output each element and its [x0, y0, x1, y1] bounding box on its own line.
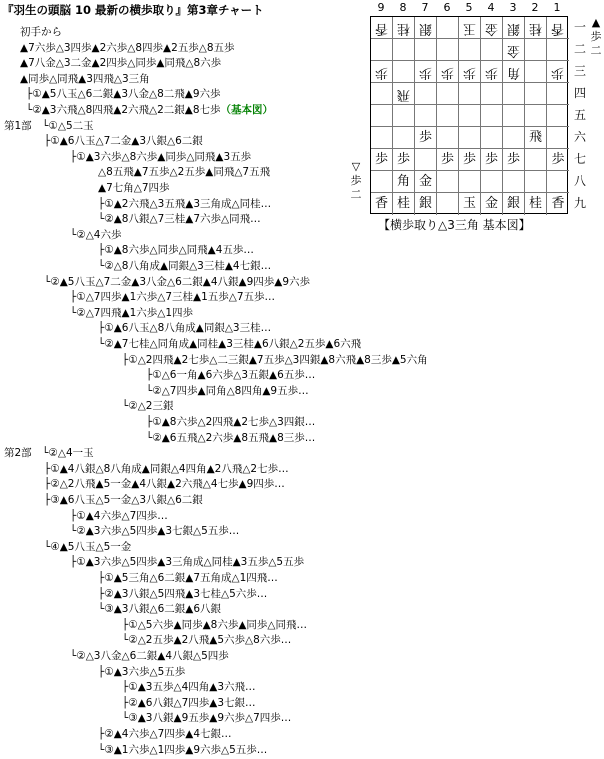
column-number: 5 — [465, 1, 473, 14]
column-number: 1 — [553, 1, 561, 14]
board-square — [437, 149, 459, 171]
board-square — [459, 171, 481, 193]
tree-line — [4, 445, 94, 462]
tree-line-text: └②▲3六飛△8四飛▲2六飛△2二銀▲8七歩 — [26, 104, 221, 116]
shogi-piece: 銀 — [418, 21, 432, 36]
board-square — [481, 39, 503, 61]
board-square — [415, 193, 437, 215]
board-square — [371, 127, 393, 149]
tree-line — [98, 258, 271, 275]
shogi-piece: 金 — [484, 21, 498, 36]
row-number: 五 — [573, 108, 586, 122]
board-square — [525, 193, 547, 215]
shogi-piece: 桂 — [396, 196, 410, 211]
tree-line-text: ├①▲3五歩△4四角▲3六飛… — [122, 681, 256, 694]
board-square — [503, 193, 525, 215]
tree-line — [122, 679, 256, 696]
tree-line-text: └②△7四飛▲1六歩△1四歩 — [70, 306, 194, 319]
tree-line — [20, 24, 62, 41]
tree-line — [98, 586, 267, 603]
tree-line-text: ├②▲6八銀△7四歩▲3七銀… — [122, 696, 256, 709]
board-square — [393, 171, 415, 193]
board-square — [415, 83, 437, 105]
row-number: 六 — [573, 130, 586, 144]
page-title: 『羽生の頭脳 10 最新の横歩取り』第3章チャート — [2, 3, 264, 17]
tree-line — [70, 648, 229, 665]
tree-line — [4, 118, 94, 135]
tree-line-text: └②△7四歩▲同角△8四角▲9五歩… — [146, 384, 309, 397]
shogi-piece: 銀 — [418, 196, 432, 211]
tree-line — [44, 539, 131, 556]
gote-hand-char: 二 — [350, 188, 362, 201]
tree-line — [98, 180, 170, 197]
tree-line — [70, 508, 168, 525]
board-square — [459, 105, 481, 127]
board-square — [371, 105, 393, 127]
tree-line-text: 第2部 └②△4一玉 — [4, 447, 94, 460]
tree-line — [44, 476, 285, 493]
board-square — [437, 17, 459, 39]
shogi-piece: 香 — [374, 196, 388, 211]
board-square — [525, 127, 547, 149]
shogi-piece: 銀 — [506, 196, 520, 211]
tree-line-text: └②△8八角成▲同銀△3三桂▲4七銀… — [98, 260, 272, 272]
shogi-piece: 桂 — [396, 21, 410, 36]
tree-line-text: ▲7六歩△3四歩▲2六歩△8四歩▲2五歩△8五歩 — [20, 41, 235, 54]
tree-line — [98, 601, 221, 618]
tree-line — [98, 742, 267, 759]
board-square — [481, 61, 503, 83]
shogi-piece: 桂 — [528, 21, 542, 36]
tree-line — [26, 86, 221, 103]
tree-line-text: ├①△6一角▲6六歩△3五銀▲6五歩… — [146, 369, 316, 382]
shogi-piece: 歩 — [506, 152, 520, 167]
tree-line — [146, 430, 315, 447]
tree-line — [122, 398, 174, 415]
shogi-piece: 歩 — [551, 152, 565, 167]
shogi-piece: 歩 — [484, 152, 498, 167]
tree-line — [20, 55, 221, 72]
board-square — [393, 39, 415, 61]
shogi-piece: 玉 — [462, 21, 476, 36]
tree-line-text: ├②▲4六歩△7四歩▲4七銀… — [98, 728, 232, 740]
board-square — [393, 105, 415, 127]
board-square — [503, 127, 525, 149]
row-number: 九 — [573, 196, 586, 210]
shogi-piece: 金 — [418, 174, 432, 189]
tree-line-text: ├①▲6八玉△7二金▲3八銀△6二銀 — [44, 135, 203, 148]
tree-line-text: ├①▲2六飛△3五飛▲3三角成△同桂… — [98, 197, 272, 210]
shogi-piece: 金 — [484, 196, 498, 211]
tree-line-text: ├①▲4八銀△8八角成▲同銀△4四角▲2八飛△2七歩… — [44, 462, 289, 475]
shogi-piece: 桂 — [528, 196, 542, 211]
board-square — [481, 83, 503, 105]
board-square — [547, 61, 569, 83]
tree-line-text: ├①▲8六歩△同歩△同飛▲4五歩… — [98, 244, 254, 257]
tree-line-text: ├①▲3六歩△8六歩▲同歩△同飛▲3五歩 — [70, 150, 252, 163]
tree-line — [44, 274, 310, 291]
shogi-piece: 角 — [506, 65, 520, 80]
tree-line — [44, 461, 289, 478]
board-square — [393, 61, 415, 83]
tree-line-text: └②▲5八玉△7二金▲3八金△6二銀▲4八銀▲9四歩▲9六歩 — [44, 275, 311, 288]
tree-line-text: └②△2五歩▲2八飛▲5六歩△8六歩… — [122, 634, 292, 647]
board-square — [481, 171, 503, 193]
board-square — [415, 171, 437, 193]
board-square — [371, 39, 393, 61]
tree-line — [122, 695, 256, 712]
tree-line-text: └③▲3八銀▲9五歩▲9六歩△7四歩… — [122, 712, 292, 725]
board-square — [415, 39, 437, 61]
tree-line — [70, 554, 304, 571]
tree-line-text: ▲7七角△7四歩 — [98, 182, 170, 194]
board-square — [503, 83, 525, 105]
shogi-piece: 香 — [551, 196, 565, 211]
shogi-piece: 歩 — [440, 65, 454, 80]
tree-line-text: ├①▲8六歩△2四飛▲2七歩△3四銀… — [146, 416, 316, 428]
shogi-piece: 歩 — [484, 65, 498, 80]
board-square — [393, 17, 415, 39]
tree-line — [70, 523, 239, 540]
board-square — [503, 17, 525, 39]
tree-line — [70, 227, 122, 244]
basic-diagram-label: （基本図） — [220, 104, 274, 116]
board-square — [459, 127, 481, 149]
board-square — [547, 127, 569, 149]
board-square — [415, 149, 437, 171]
board-square — [415, 105, 437, 127]
tree-line-text: ├①△5六歩▲同歩▲8六歩▲同歩△同飛… — [122, 618, 307, 631]
board-square — [547, 39, 569, 61]
column-number: 6 — [443, 1, 451, 14]
board-square — [393, 83, 415, 105]
shogi-piece: 玉 — [462, 196, 476, 211]
tree-line — [26, 102, 273, 119]
shogi-piece: 歩 — [462, 65, 476, 80]
shogi-piece: 歩 — [396, 152, 410, 167]
tree-line — [98, 664, 185, 681]
tree-line — [98, 320, 271, 337]
board-square — [437, 105, 459, 127]
tree-line — [146, 367, 315, 384]
column-number: 2 — [531, 1, 539, 14]
column-number: 4 — [487, 1, 495, 14]
shogi-piece: 飛 — [528, 130, 542, 145]
tree-line-text: └④▲5八玉△5一金 — [44, 540, 132, 553]
board-square — [547, 171, 569, 193]
tree-line-text: └②△3八金△6二銀▲4八銀△5四歩 — [70, 650, 229, 662]
shogi-piece: 飛 — [396, 87, 410, 102]
tree-line-text: └②▲7七桂△同角成▲同桂▲3三桂▲6八銀△2五歩▲6六飛 — [98, 338, 362, 350]
board-square — [525, 83, 547, 105]
tree-line-text: └②△4六歩 — [70, 228, 122, 241]
board-caption: 【横歩取り△3三角 基本図】 — [378, 218, 531, 232]
tree-line-text: └②▲6五飛△2六歩▲8五飛▲8三歩… — [146, 431, 316, 444]
board-square — [415, 127, 437, 149]
tree-line-text: 第1部 └①△5二玉 — [4, 119, 94, 132]
board-square — [371, 17, 393, 39]
board-square — [481, 17, 503, 39]
sente-hand-char: 歩 — [590, 30, 602, 43]
board-square — [481, 193, 503, 215]
tree-line — [20, 71, 150, 88]
gote-hand-char: 歩 — [350, 174, 362, 187]
tree-line-text: └③▲3八銀△6二銀▲6八銀 — [98, 603, 222, 616]
shogi-piece: 歩 — [418, 130, 432, 145]
board-square — [547, 17, 569, 39]
shogi-piece: 歩 — [440, 152, 454, 167]
board-square — [371, 61, 393, 83]
board-square — [525, 171, 547, 193]
tree-line-text: ├①▲6八玉△8八角成▲同銀△3三桂… — [98, 322, 272, 335]
board-square — [525, 39, 547, 61]
board-square — [371, 193, 393, 215]
tree-line — [122, 617, 307, 634]
sente-hand-char: ▲ — [591, 16, 601, 29]
shogi-piece: 歩 — [374, 65, 388, 80]
board-square — [525, 105, 547, 127]
board-square — [459, 61, 481, 83]
board-square — [437, 193, 459, 215]
tree-line-text: ▲7八金△3二金▲2四歩△同歩▲同飛△8六歩 — [20, 57, 222, 70]
tree-line-text: └②▲8八銀△7三桂▲7六歩△同飛… — [98, 213, 261, 226]
board-square — [437, 61, 459, 83]
shogi-piece: 金 — [506, 43, 520, 58]
tree-line-text: ├①△7四歩▲1六歩△7三桂▲1五歩△7五歩… — [70, 291, 276, 304]
tree-line — [146, 383, 309, 400]
board-square — [481, 149, 503, 171]
board-square — [503, 171, 525, 193]
board-square — [437, 171, 459, 193]
board-square — [437, 39, 459, 61]
tree-line-text: ├③▲6八玉△5一金△3八銀△6二銀 — [44, 494, 203, 506]
tree-line — [98, 726, 232, 743]
board-square — [459, 193, 481, 215]
tree-line — [98, 211, 261, 228]
board-square — [503, 61, 525, 83]
tree-line-text: ├②△2八飛▲5一金▲4八銀▲2六飛△4七歩▲9四歩… — [44, 478, 285, 491]
board-square — [415, 61, 437, 83]
board-square — [547, 193, 569, 215]
tree-line — [44, 492, 203, 509]
board-square — [547, 105, 569, 127]
board-square — [393, 149, 415, 171]
shogi-piece: 香 — [551, 21, 565, 36]
board-square — [525, 149, 547, 171]
board-square — [459, 83, 481, 105]
tree-line — [98, 196, 271, 213]
tree-line-text: ├②▲3八銀△5四飛▲3七桂△5六歩… — [98, 587, 268, 600]
board-square — [371, 171, 393, 193]
board-square — [437, 127, 459, 149]
board-square — [393, 193, 415, 215]
tree-line-text: └②△2三銀 — [122, 400, 174, 413]
column-number: 7 — [421, 1, 429, 14]
row-number: 一 — [573, 20, 586, 34]
shogi-piece: 銀 — [506, 21, 520, 36]
tree-line — [20, 40, 235, 57]
board-square — [459, 39, 481, 61]
shogi-piece: 香 — [374, 21, 388, 36]
tree-line — [98, 570, 278, 587]
board-square — [393, 127, 415, 149]
board-square — [437, 83, 459, 105]
tree-line — [122, 632, 291, 649]
board-square — [415, 17, 437, 39]
tree-line-text: △8五飛▲7五歩△2五歩▲同飛△7五飛 — [98, 166, 271, 179]
sente-hand-char: 二 — [590, 44, 602, 57]
shogi-piece: 歩 — [418, 65, 432, 80]
row-number: 二 — [573, 42, 586, 56]
gote-hand-char: ▽ — [351, 160, 361, 173]
board-square — [503, 105, 525, 127]
tree-line — [98, 242, 254, 259]
row-number: 三 — [573, 64, 586, 78]
tree-line-text: ├①△2四飛▲2七歩△二三銀▲7五歩△3四銀▲8六飛▲8三歩▲5六角 — [122, 353, 428, 366]
tree-line-text: ├①▲5三角△6二銀▲7五角成△1四飛… — [98, 572, 278, 584]
tree-line-text: ├①▲3六歩△5四歩▲3三角成△同桂▲3五歩△5五歩 — [70, 556, 305, 569]
shogi-piece: 角 — [396, 174, 410, 189]
board-square — [459, 149, 481, 171]
tree-line — [98, 336, 361, 353]
tree-line — [98, 164, 270, 181]
column-number: 3 — [509, 1, 517, 14]
tree-line-text: ├①▲3六歩△5五歩 — [98, 665, 186, 678]
column-number: 8 — [399, 1, 407, 14]
tree-line-text: └②▲3六歩△5四歩▲3七銀△5五歩… — [70, 525, 240, 538]
board-square — [503, 39, 525, 61]
tree-line — [70, 305, 193, 322]
board-square — [525, 17, 547, 39]
tree-line-text: └③▲1六歩△1四歩▲9六歩△5五歩… — [98, 743, 268, 756]
tree-line — [44, 133, 203, 150]
tree-line — [70, 149, 251, 166]
board-square — [481, 105, 503, 127]
tree-line — [122, 352, 428, 369]
board-square — [503, 149, 525, 171]
shogi-piece: 歩 — [374, 152, 388, 167]
shogi-piece: 歩 — [551, 65, 565, 80]
column-numbers — [370, 1, 570, 15]
gote-hand — [348, 160, 364, 202]
tree-line-text: ├①▲5八玉△6二銀▲3八金△8二飛▲9六歩 — [26, 88, 221, 101]
board-square — [547, 83, 569, 105]
board-square — [371, 149, 393, 171]
sente-hand — [588, 16, 604, 58]
row-number: 四 — [573, 86, 586, 100]
row-number: 七 — [573, 152, 586, 166]
column-number: 9 — [377, 1, 385, 14]
tree-line — [146, 414, 315, 431]
board-square — [481, 127, 503, 149]
board-square — [459, 17, 481, 39]
shogi-piece: 歩 — [462, 152, 476, 167]
tree-line-text: 初手から — [20, 26, 62, 38]
shogi-board-diagram — [350, 0, 604, 240]
tree-line — [122, 710, 291, 727]
tree-line-text: ├①▲4六歩△7四歩… — [70, 509, 168, 522]
board-grid — [370, 16, 568, 214]
tree-line-text: ▲同歩△同飛▲3四飛△3三角 — [20, 72, 150, 85]
tree-line — [70, 289, 275, 306]
board-square — [371, 83, 393, 105]
row-number: 八 — [573, 174, 586, 188]
board-square — [547, 149, 569, 171]
board-square — [525, 61, 547, 83]
